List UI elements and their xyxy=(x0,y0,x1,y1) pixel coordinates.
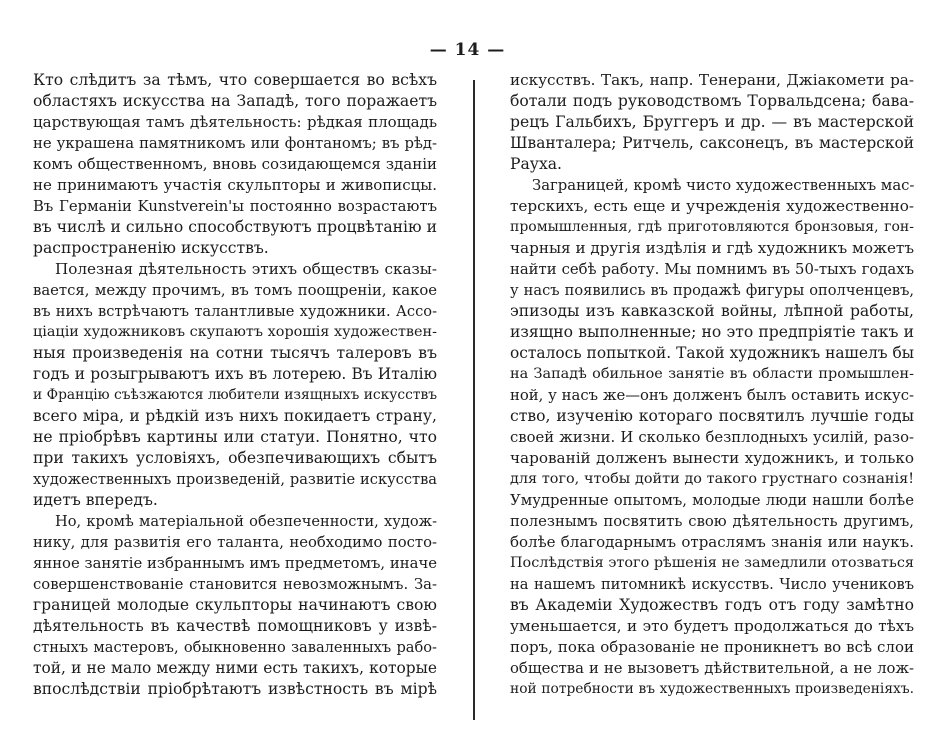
text-line: чарныя и другія издѣлія и гдѣ художникъ можетъ xyxy=(510,239,914,257)
text-line: совершенствованіе становится невозможнымъ. За- xyxy=(33,576,437,593)
text-line: Въ Германіи Kunstverein'ы постоянно возрастаютъ xyxy=(33,198,437,215)
text-line: распространенію искусствъ. xyxy=(33,239,269,257)
text-line: комъ общественномъ, вновь созидающемся зданіи xyxy=(33,155,437,173)
text-line: не украшена памятникомъ или фонтаномъ; въ рѣд- xyxy=(33,135,437,152)
text-line: общества и не вызоветъ дѣйствительной, а не лож- xyxy=(510,660,914,677)
text-line: въ нихъ встрѣчаютъ талантливые художники. Ассо- xyxy=(33,303,437,320)
text-line: для того, чтобы дойти до такого грустнаго сознанія! xyxy=(510,471,914,487)
text-line: Полезная дѣятельность этихъ обществъ сказы- xyxy=(55,260,437,278)
text-line: и Францію съѣзжаются любители изящныхъ искусствъ xyxy=(33,387,437,403)
text-line: въ Академіи Художествъ годъ отъ году замѣтно xyxy=(510,596,914,614)
text-line: границей молодые скульпторы начинаютъ свою xyxy=(33,596,437,614)
text-line: въ числѣ и сильно способствуютъ процвѣтанію и xyxy=(33,218,437,236)
page-number: — 14 — xyxy=(429,40,506,60)
text-line: стныхъ мастеровъ, обыкновенно заваленныхъ рабо- xyxy=(33,639,437,656)
text-line: эпизоды изъ кавказской войны, лѣпной работы, xyxy=(510,302,914,320)
text-line: той, и не мало между ними есть такихъ, которые xyxy=(33,659,437,677)
text-line: ныя произведенія на сотни тысячъ талеровъ въ xyxy=(33,344,437,362)
right-column xyxy=(510,70,914,700)
text-line: при такихъ условіяхъ, обезпечивающихъ сбытъ xyxy=(33,449,437,467)
text-line: янное занятіе избраннымъ имъ предметомъ, иначе xyxy=(33,555,437,572)
text-line: болѣе благодарнымъ отраслямъ знанія или наукъ. xyxy=(510,533,914,551)
text-line: Но, кромѣ матеріальной обезпеченности, худож- xyxy=(55,513,437,530)
text-line: осталось попыткой. Такой художникъ нашелъ бы xyxy=(510,344,914,362)
text-line: на Западѣ обильное занятіе въ области промышлен- xyxy=(510,366,914,382)
text-line: ной, у насъ же—онъ долженъ былъ оставить искус- xyxy=(510,387,914,404)
text-line: Шванталера; Ритчель, саксонецъ, въ мастерской xyxy=(510,134,914,152)
text-line: ботали подъ руководствомъ Торвальдсена; бава- xyxy=(510,92,914,110)
text-line: всего міра, и рѣдкій изъ нихъ покидаетъ страну, xyxy=(33,407,437,425)
text-line: у насъ появились въ продажѣ фигуры ополченцевъ, xyxy=(510,282,914,299)
text-line: царствующая тамъ дѣятельность: рѣдкая площадь xyxy=(33,113,437,131)
text-line: на нашемъ питомникѣ искусствъ. Число учениковъ xyxy=(510,576,914,593)
text-line: искусствъ. Такъ, напр. Тенерани, Джіакомети ра- xyxy=(510,71,914,89)
text-line: своей жизни. И сколько безплодныхъ усилій, разо- xyxy=(510,429,914,446)
text-line: художественныхъ произведеній, развитіе искусства xyxy=(33,471,437,488)
text-line: полезнымъ посвятить свою дѣятельность другимъ, xyxy=(510,513,914,530)
text-line: терскихъ, есть еще и учрежденія художественно- xyxy=(510,197,914,215)
text-line: дѣятельность въ качествѣ помощниковъ у извѣ- xyxy=(33,617,437,635)
text-line: Рауха. xyxy=(510,155,563,173)
text-line: ной потребности въ художественныхъ произведеніяхъ. xyxy=(510,681,914,697)
left-column xyxy=(33,70,437,700)
text-line: уменьшается, и это будетъ продолжаться до тѣхъ xyxy=(510,617,914,635)
text-line: впослѣдствіи пріобрѣтаютъ извѣстность въ мірѣ xyxy=(33,680,437,698)
text-line: изящно выполненные; но это предпріятіе такъ и xyxy=(510,323,914,341)
text-line: ство, изученію котораго посвятилъ лучшіе годы xyxy=(510,407,914,425)
text-line: Послѣдствія этого рѣшенія не замедлили отозваться xyxy=(510,555,914,571)
text-line: областяхъ искусства на Западѣ, того поражаетъ xyxy=(33,92,437,110)
text-line: ціаціи художниковъ скупаютъ хорошія художествен- xyxy=(33,324,437,340)
text-line: вается, между прочимъ, въ томъ поощреніи, какое xyxy=(33,282,437,299)
text-line: Умудренные опытомъ, молодые люди нашли болѣе xyxy=(510,492,914,509)
text-line: годъ и розыгрываютъ ихъ въ лотерею. Въ Италію xyxy=(33,365,437,383)
text-line: рецъ Гальбихъ, Бруггеръ и др. — въ мастерской xyxy=(510,113,914,131)
text-line: не принимаютъ участія скульпторы и живописцы. xyxy=(33,176,437,194)
text-line: промышленныя, гдѣ приготовляются бронзовыя, гон- xyxy=(510,219,914,235)
text-line: найти себѣ работу. Мы помнимъ въ 50-тыхъ годахъ xyxy=(510,261,914,278)
text-line: нику, для развитія его таланта, необходимо посто- xyxy=(33,534,437,551)
text-line: идетъ впередъ. xyxy=(33,491,158,509)
text-line: Кто слѣдитъ за тѣмъ, что совершается во всѣхъ xyxy=(33,71,437,89)
text-line: поръ, пока образованіе не проникнетъ во всѣ слои xyxy=(510,638,914,656)
text-line: чарованій долженъ вынести художникъ, и только xyxy=(510,449,914,467)
text-line: не пріобрѣвъ картины или статуи. Понятно, что xyxy=(33,428,437,446)
column-divider xyxy=(473,80,475,720)
text-line: Заграницей, кромѣ чисто художественныхъ мас- xyxy=(532,177,915,194)
